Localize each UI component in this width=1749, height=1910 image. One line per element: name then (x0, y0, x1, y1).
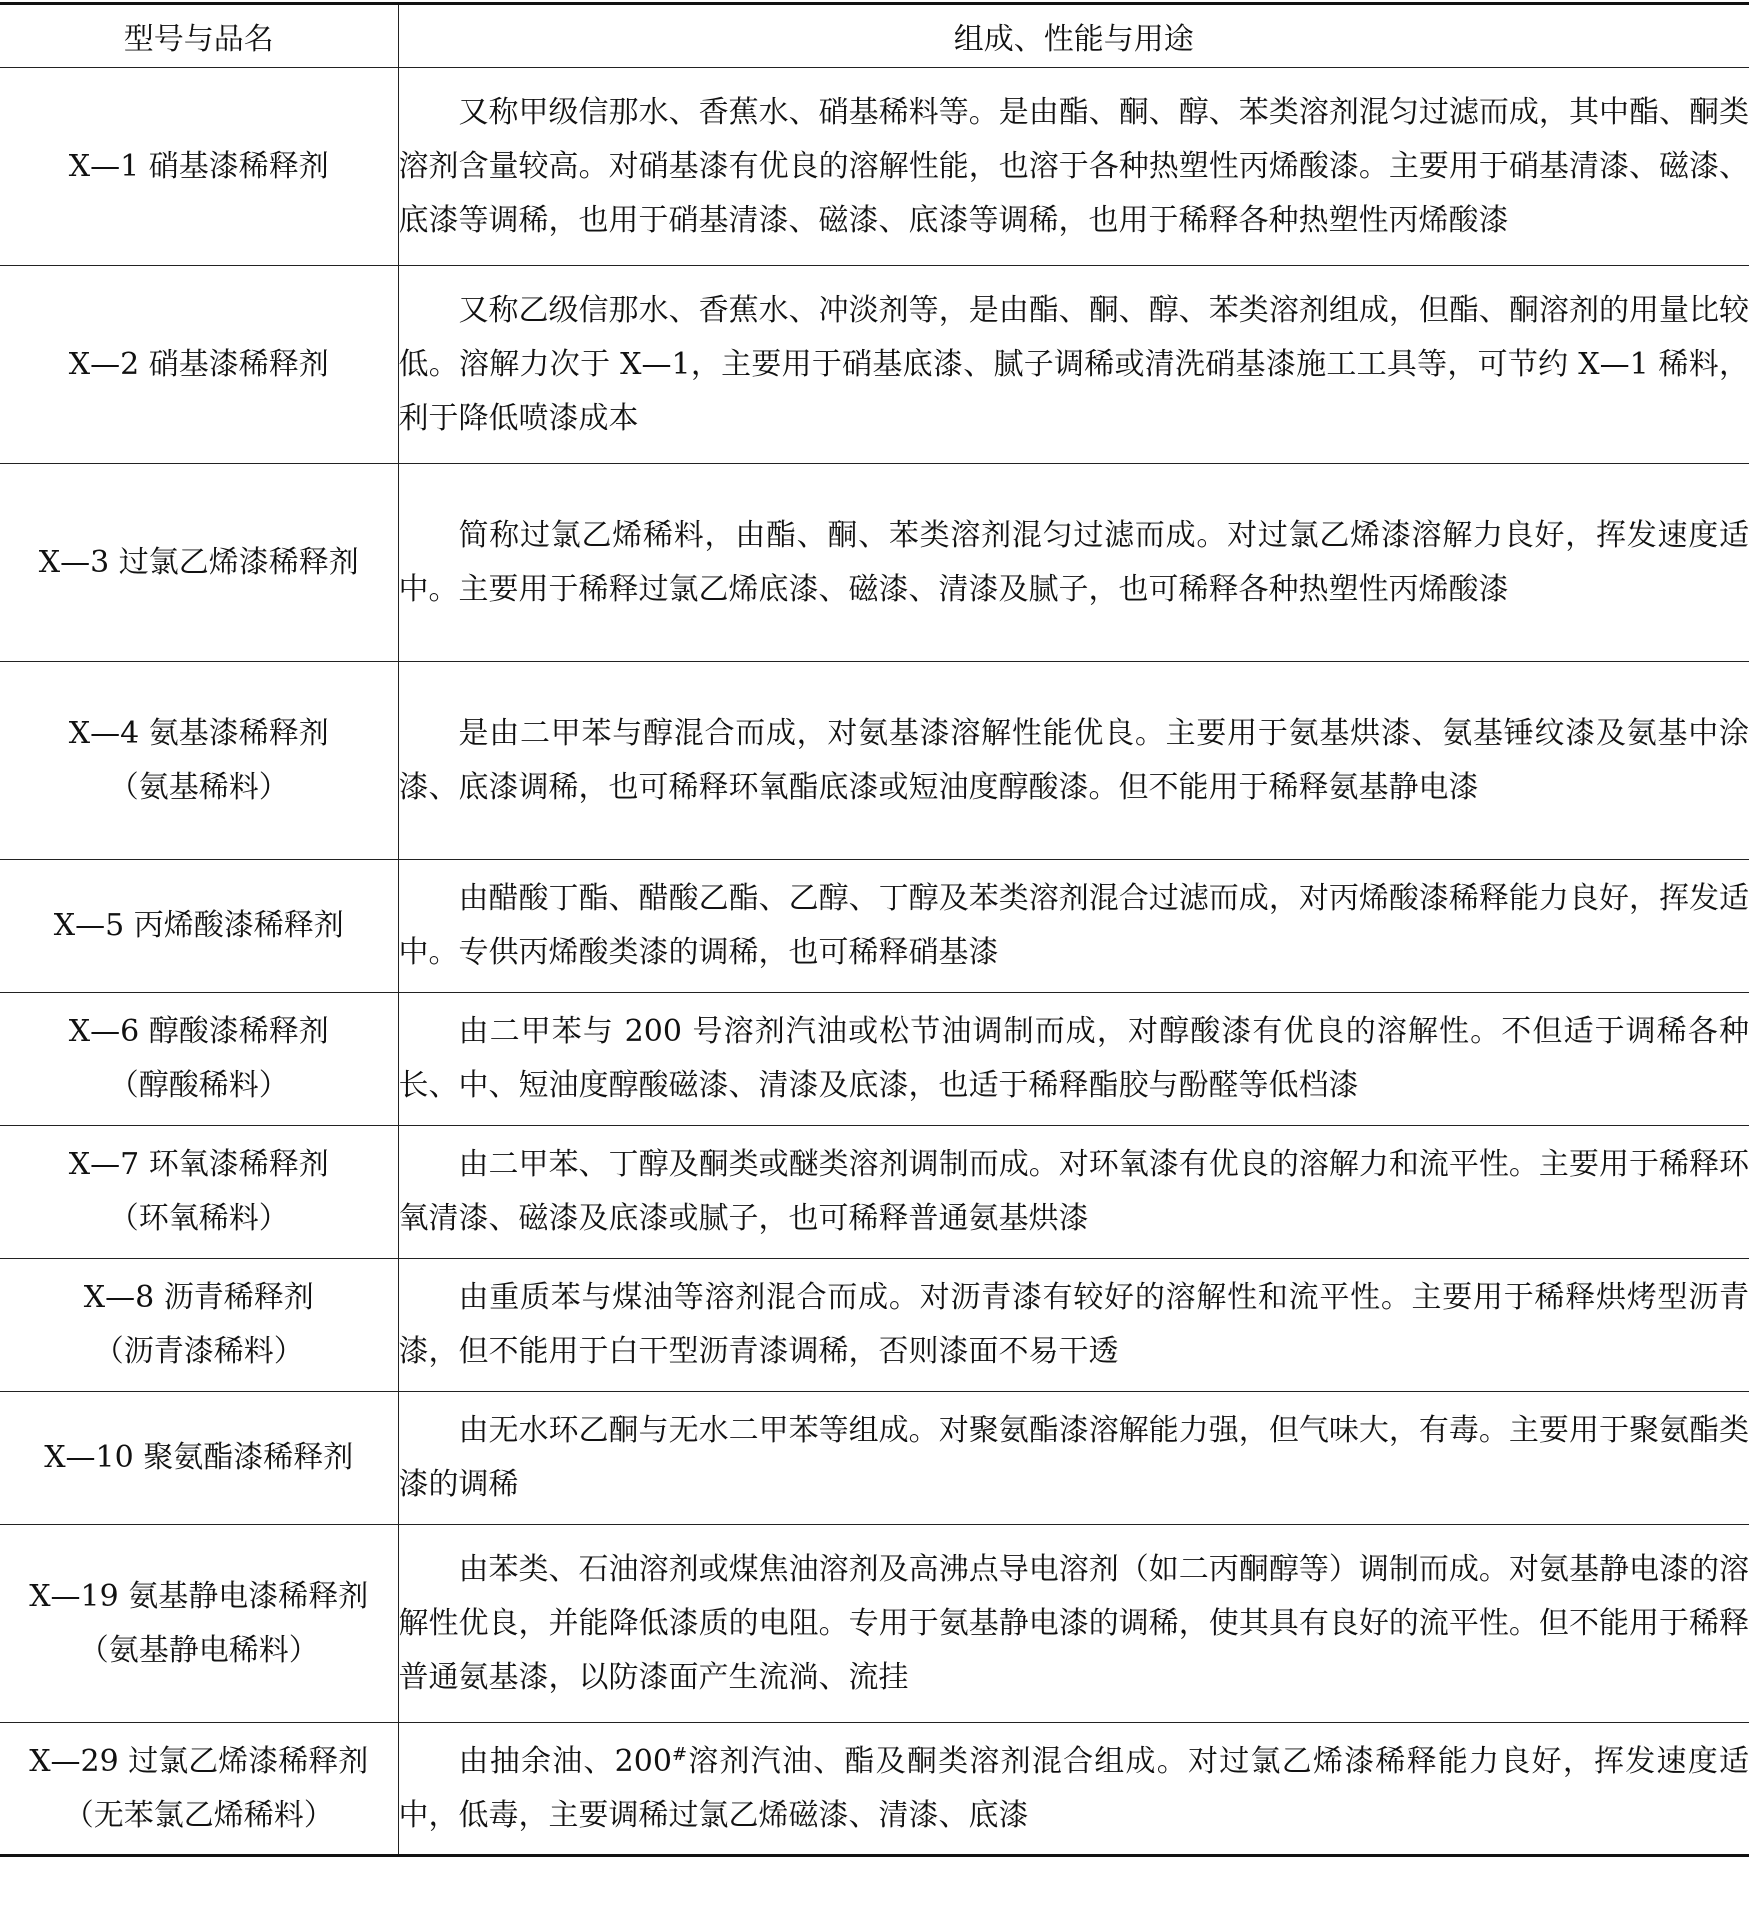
row-model-cell (0, 1525, 398, 1723)
row-model-cell (0, 860, 398, 993)
row-model-name: X—7 环氧漆稀释剂 (68, 1147, 329, 1182)
superscript-mark: # (671, 1743, 688, 1765)
row-model-name: X—1 硝基漆稀释剂 (68, 148, 329, 184)
row-model-name: X—19 氨基静电漆稀释剂 (29, 1578, 369, 1614)
table-row (0, 464, 1749, 662)
row-description: 由二甲苯、丁醇及酮类或醚类溶剂调制而成。对环氧漆有优良的溶解力和流平性。主要用于稀释环氧清漆、磁漆及底漆或腻子，也可稀释普通氨基烘漆 (398, 1126, 1749, 1259)
table-row (0, 266, 1749, 464)
table-row (0, 68, 1749, 266)
row-model-cell (0, 1259, 398, 1392)
row-description: 又称乙级信那水、香蕉水、冲淡剂等，是由酯、酮、醇、苯类溶剂组成，但酯、酮溶剂的用量比较低。溶解力次于 X—1，主要用于硝基底漆、腻子调稀或清洗硝基漆施工工具等，可节约 X—1 稀料，利于降低喷漆成本 (398, 266, 1749, 464)
table-row (0, 1525, 1749, 1723)
row-model-cell (0, 68, 398, 266)
row-model-name: X—29 过氯乙烯漆稀释剂 (29, 1743, 369, 1779)
table-row (0, 1723, 1749, 1856)
thinner-spec-table (0, 2, 1749, 1857)
row-description: 由二甲苯与 200 号溶剂汽油或松节油调制而成，对醇酸漆有优良的溶解性。不但适于调稀各种长、中、短油度醇酸磁漆、清漆及底漆，也适于稀释酯胶与酚醛等低档漆 (398, 993, 1749, 1126)
row-model-cell (0, 464, 398, 662)
row-model-alias: （醇酸稀料） (108, 1068, 289, 1103)
row-model-alias: （氨基稀料） (108, 769, 289, 805)
row-model-name: X—2 硝基漆稀释剂 (68, 346, 329, 382)
row-description: 由苯类、石油溶剂或煤焦油溶剂及高沸点导电溶剂（如二丙酮醇等）调制而成。对氨基静电漆的溶解性优良，并能降低漆质的电阻。专用于氨基静电漆的调稀，使其具有良好的流平性。但不能用于稀释普通氨基漆，以防漆面产生流淌、流挂 (398, 1525, 1749, 1723)
row-model-alias: （氨基静电稀料） (78, 1632, 319, 1668)
row-description: 简称过氯乙烯稀料，由酯、酮、苯类溶剂混匀过滤而成。对过氯乙烯漆溶解力良好，挥发速度适中。主要用于稀释过氯乙烯底漆、磁漆、清漆及腻子，也可稀释各种热塑性丙烯酸漆 (398, 464, 1749, 662)
row-model-alias: （环氧稀料） (108, 1201, 289, 1236)
row-description: 是由二甲苯与醇混合而成，对氨基漆溶解性能优良。主要用于氨基烘漆、氨基锤纹漆及氨基中涂漆、底漆调稀，也可稀释环氧酯底漆或短油度醇酸漆。但不能用于稀释氨基静电漆 (398, 662, 1749, 860)
row-model-name: X—3 过氯乙烯漆稀释剂 (38, 544, 359, 580)
row-model-alias: （沥青漆稀料） (93, 1334, 304, 1369)
row-description-rest: 溶剂汽油、酯及酮类溶剂混合组成。对过氯乙烯漆稀释能力良好，挥发速度适中，低毒，主要调稀过氯乙烯磁漆、清漆、底漆 (398, 1743, 1749, 1833)
row-description-prefix: 由抽余油、200 (458, 1743, 672, 1779)
table-header-row (0, 4, 1749, 68)
table-row (0, 993, 1749, 1126)
table-row (0, 860, 1749, 993)
row-model-name: X—4 氨基漆稀释剂 (68, 715, 329, 751)
row-model-name: X—5 丙烯酸漆稀释剂 (53, 908, 344, 943)
row-model-alias: （无苯氯乙烯稀料） (63, 1797, 334, 1833)
row-model-cell (0, 1392, 398, 1525)
row-model-cell (0, 1723, 398, 1856)
header-model-name: 型号与品名 (0, 4, 398, 68)
row-description: 又称甲级信那水、香蕉水、硝基稀料等。是由酯、酮、醇、苯类溶剂混匀过滤而成，其中酯、酮类溶剂含量较高。对硝基漆有优良的溶解性能，也溶于各种热塑性丙烯酸漆。主要用于硝基清漆、磁漆、底漆等调稀，也用于硝基清漆、磁漆、底漆等调稀，也用于稀释各种热塑性丙烯酸漆 (398, 68, 1749, 266)
row-description-with-superscript (398, 1723, 1749, 1856)
table-row (0, 1259, 1749, 1392)
row-model-cell (0, 993, 398, 1126)
row-model-name: X—6 醇酸漆稀释剂 (68, 1014, 329, 1049)
table-row (0, 662, 1749, 860)
row-model-name: X—10 聚氨酯漆稀释剂 (44, 1440, 354, 1475)
table-row (0, 1392, 1749, 1525)
header-composition-usage: 组成、性能与用途 (398, 4, 1749, 68)
row-model-cell (0, 266, 398, 464)
table-row (0, 1126, 1749, 1259)
row-description: 由重质苯与煤油等溶剂混合而成。对沥青漆有较好的溶解性和流平性。主要用于稀释烘烤型沥青漆，但不能用于白干型沥青漆调稀，否则漆面不易干透 (398, 1259, 1749, 1392)
row-model-cell (0, 662, 398, 860)
row-description: 由醋酸丁酯、醋酸乙酯、乙醇、丁醇及苯类溶剂混合过滤而成，对丙烯酸漆稀释能力良好，挥发适中。专供丙烯酸类漆的调稀，也可稀释硝基漆 (398, 860, 1749, 993)
row-description: 由无水环乙酮与无水二甲苯等组成。对聚氨酯漆溶解能力强，但气味大，有毒。主要用于聚氨酯类漆的调稀 (398, 1392, 1749, 1525)
row-model-cell (0, 1126, 398, 1259)
row-model-name: X—8 沥青稀释剂 (83, 1280, 314, 1315)
